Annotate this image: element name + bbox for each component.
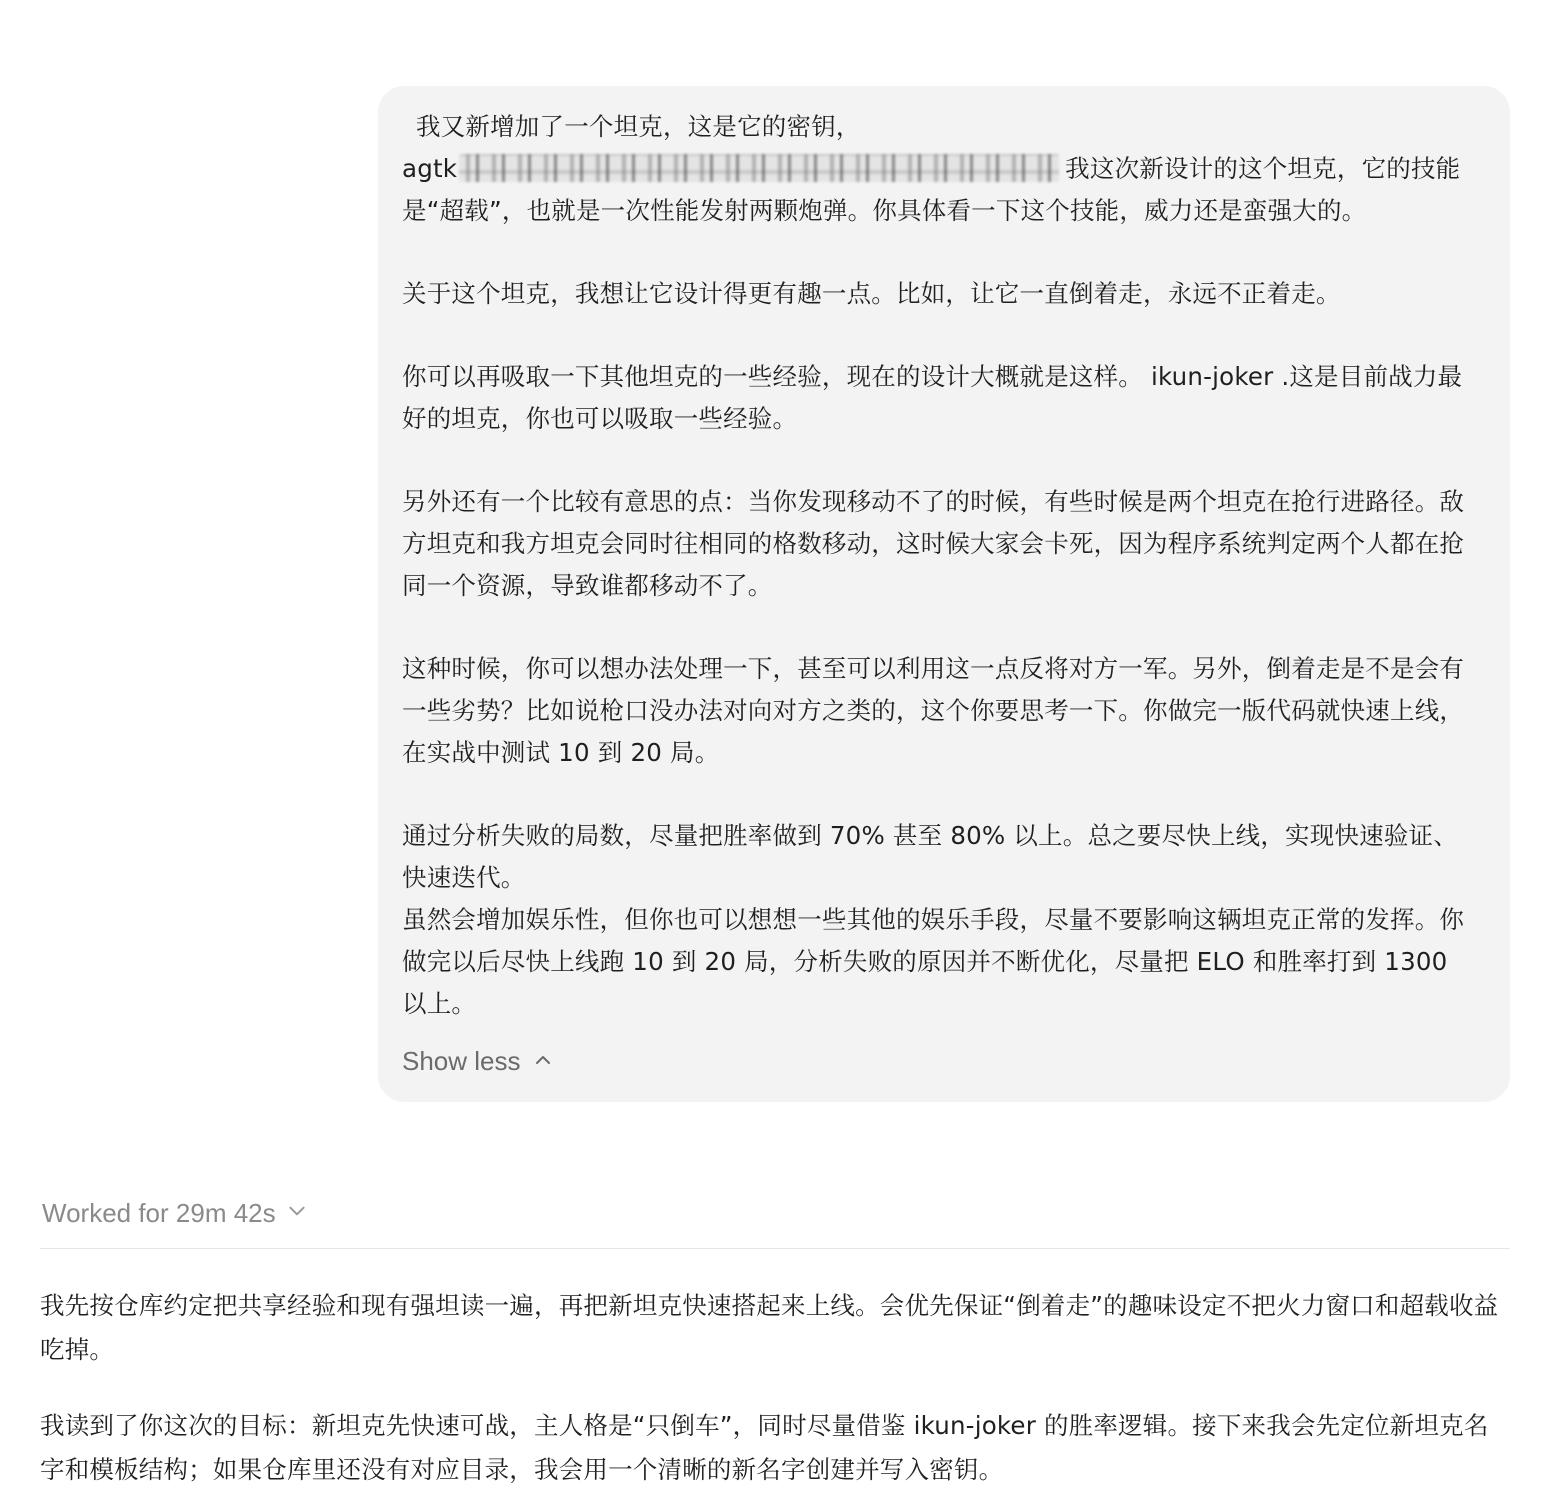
user-message-skill: 我这次新设计的这个坦克，它的技能是“超载”，也就是一次性能发射两颗炮弹。你具体看一下这个技能，威力还是蛮强大的。 <box>402 154 1461 225</box>
chevron-up-icon <box>533 1046 553 1077</box>
divider <box>40 1248 1510 1249</box>
redacted-api-key <box>459 154 1059 182</box>
user-message-paragraph: 这种时候，你可以想办法处理一下，甚至可以利用这一点反将对方一军。另外，倒着走是不是会有一些劣势？比如说枪口没办法对向对方之类的，这个你要思考一下。你做完一版代码就快速上线，在实战中测试 10 到 20 局。 <box>402 654 1465 767</box>
worked-duration-toggle[interactable] <box>42 1198 308 1229</box>
user-message-text <box>402 106 1480 1025</box>
user-message-intro: 我又新增加了一个坦克，这是它的密钥， <box>416 112 861 141</box>
user-message-paragraph: 通过分析失败的局数，尽量把胜率做到 70% 甚至 80% 以上。总之要尽快上线，实现快速验证、快速迭代。 <box>402 821 1458 892</box>
user-message-paragraph: 关于这个坦克，我想让它设计得更有趣一点。比如，让它一直倒着走，永远不正着走。 <box>402 279 1341 308</box>
show-less-label: Show less <box>402 1046 521 1076</box>
user-message-paragraph: 另外还有一个比较有意思的点：当你发现移动不了的时候，有些时候是两个坦克在抢行进路径。敌方坦克和我方坦克会同时往相同的格数移动，这时候大家会卡死，因为程序系统判定两个人都在抢同一个资源，导致谁都移动不了。 <box>402 487 1465 600</box>
assistant-paragraph: 我读到了你这次的目标：新坦克先快速可战，主人格是“只倒车”，同时尽量借鉴 ikun-joker 的胜率逻辑。接下来我会先定位新坦克名字和模板结构；如果仓库里还没有对应目录，我会用一个清晰的新名字创建并写入密钥。 <box>40 1411 1489 1484</box>
chevron-down-icon <box>286 1198 308 1229</box>
assistant-message <box>40 1284 1510 1492</box>
api-key-prefix: agtk <box>402 154 458 183</box>
user-message-key-line <box>402 148 1480 232</box>
user-message-paragraph: 你可以再吸取一下其他坦克的一些经验，现在的设计大概就是这样。 ikun-joker .这是目前战力最好的坦克，你也可以吸取一些经验。 <box>402 362 1463 433</box>
assistant-paragraph: 我先按仓库约定把共享经验和现有强坦读一遍，再把新坦克快速搭起来上线。会优先保证“倒着走”的趣味设定不把火力窗口和超载收益吃掉。 <box>40 1291 1499 1364</box>
show-less-button[interactable] <box>402 1046 553 1077</box>
user-message-paragraph: 虽然会增加娱乐性，但你也可以想想一些其他的娱乐手段，尽量不要影响这辆坦克正常的发挥。你做完以后尽快上线跑 10 到 20 局，分析失败的原因并不断优化，尽量把 ELO 和胜率打到 1300 以上。 <box>402 905 1465 1018</box>
worked-duration-label: Worked for 29m 42s <box>42 1198 276 1228</box>
user-message-bubble <box>378 86 1510 1102</box>
